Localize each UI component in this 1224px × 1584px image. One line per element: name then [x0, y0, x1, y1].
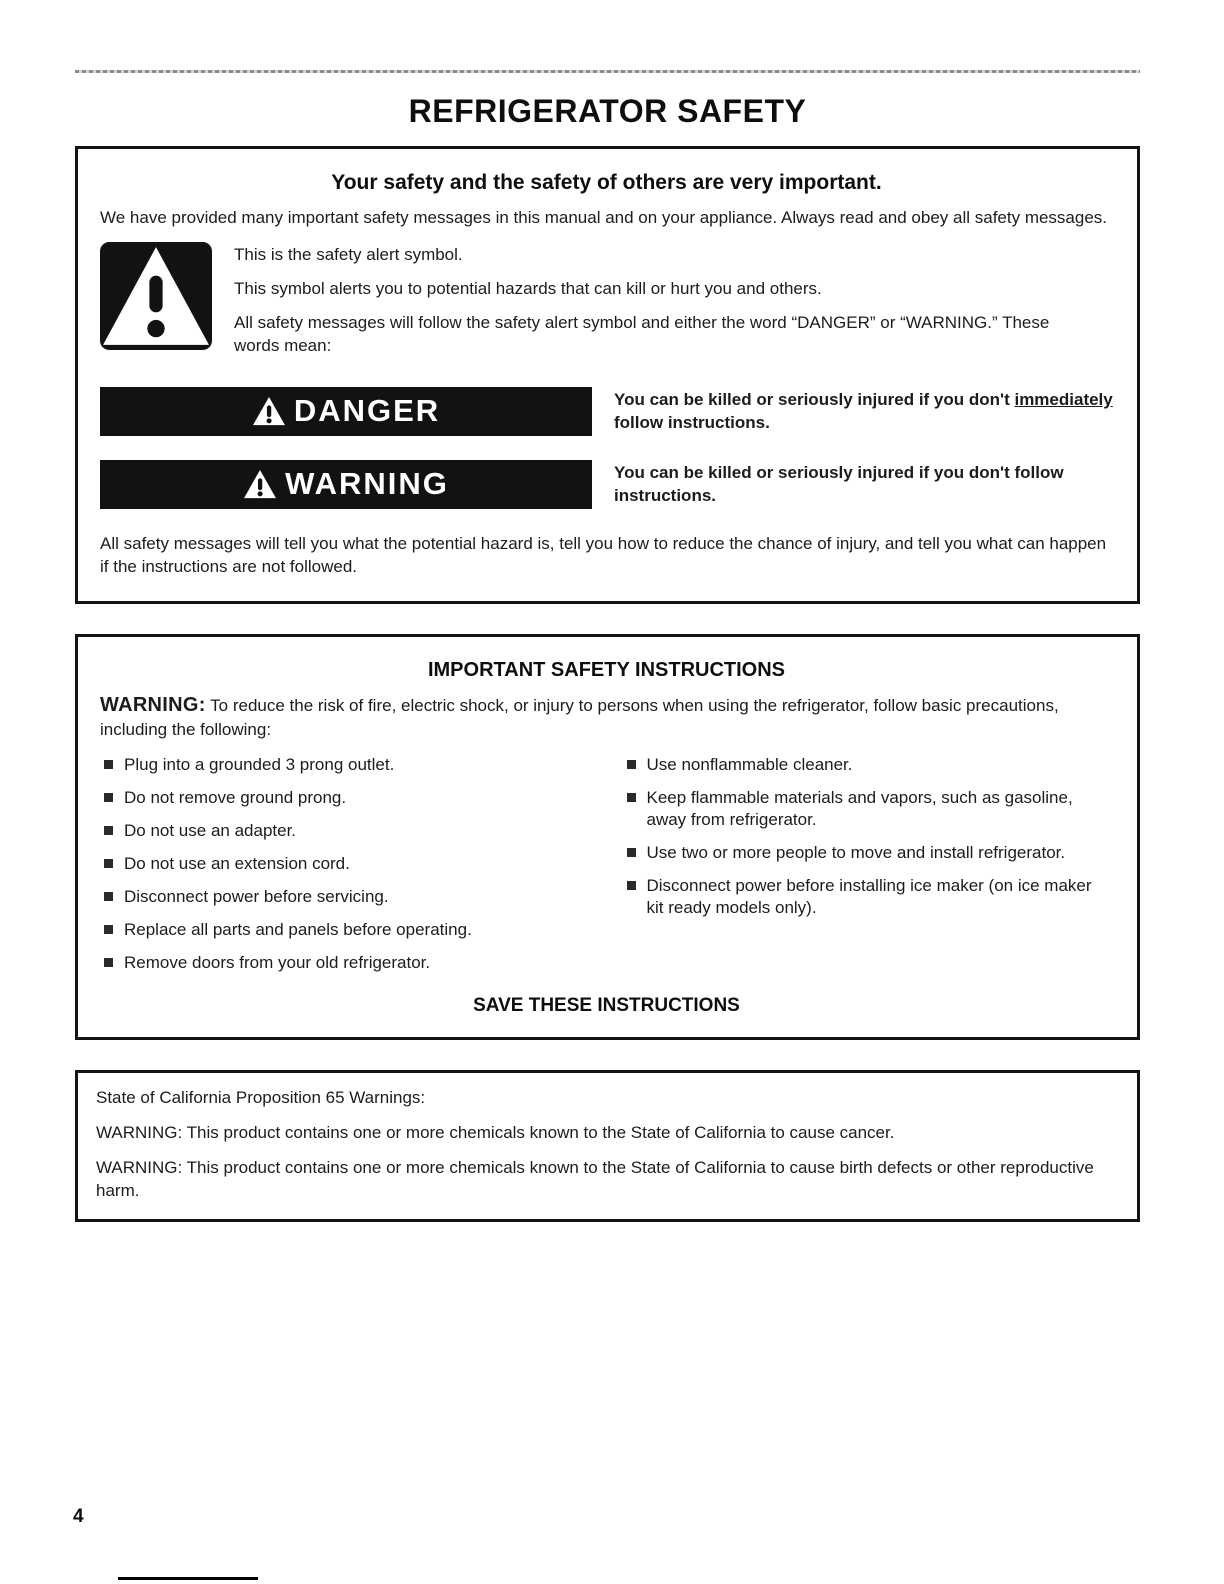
instructions-columns: [104, 754, 1109, 986]
list-item: [104, 787, 587, 809]
instructions-warning-paragraph: [100, 692, 1113, 742]
prop65-reproductive-warning: WARNING: This product contains one or more chemicals known to the State of California to cause birth defects or other reproductive harm.: [96, 1158, 1094, 1200]
list-item: [104, 952, 587, 974]
danger-desc-after: follow instructions.: [614, 412, 770, 432]
list-item: [104, 853, 587, 875]
square-bullet-icon: [104, 958, 113, 967]
safety-alert-icon: [100, 242, 212, 350]
warning-triangle-icon: [243, 469, 277, 499]
list-item: [627, 842, 1110, 864]
warning-label: WARNING: [285, 466, 449, 502]
alert-line-1: This is the safety alert symbol.: [234, 244, 463, 264]
danger-desc-underlined: immediately: [1014, 389, 1113, 409]
alert-line-3: All safety messages will follow the safety alert symbol and either the word “DANGER” or “WARNING.” These words mean:: [234, 312, 1050, 355]
save-instructions-line: SAVE THESE INSTRUCTIONS: [473, 995, 740, 1017]
prop65-warnings-box: [75, 1070, 1140, 1222]
instructions-right-column: [627, 754, 1110, 986]
page-number: 4: [73, 1506, 84, 1527]
safety-overview-box: [75, 146, 1140, 604]
instruction-text: Do not remove ground prong.: [124, 787, 347, 807]
danger-desc-before: You can be killed or seriously injured if you don't: [614, 389, 1015, 409]
safety-box-heading: Your safety and the safety of others are very important.: [331, 171, 882, 194]
instruction-text: Remove doors from your old refrigerator.: [124, 953, 431, 973]
instruction-text: Disconnect power before servicing.: [124, 886, 389, 906]
list-item: [627, 787, 1110, 831]
alert-line-2: This symbol alerts you to potential hazards that can kill or hurt you and others.: [234, 278, 822, 298]
instruction-text: Use nonflammable cleaner.: [646, 754, 853, 774]
prop65-title-line: State of California Proposition 65 Warnings:: [96, 1088, 426, 1108]
list-item: [104, 886, 587, 908]
danger-signal-row: [100, 387, 1113, 436]
page-top-divider: [75, 70, 1140, 73]
instruction-text: Do not use an adapter.: [124, 820, 297, 840]
instruction-text: Plug into a grounded 3 prong outlet.: [124, 754, 395, 774]
danger-label: DANGER: [293, 393, 441, 429]
instruction-text: Keep flammable materials and vapors, such as gasoline, away from refrigerator.: [646, 787, 1073, 829]
page-title: REFRIGERATOR SAFETY: [408, 93, 807, 129]
square-bullet-icon: [104, 892, 113, 901]
square-bullet-icon: [104, 826, 113, 835]
warning-description: You can be killed or seriously injured if you don't follow instructions.: [614, 462, 1064, 505]
square-bullet-icon: [104, 793, 113, 802]
list-item: [104, 754, 587, 776]
list-item: [627, 875, 1110, 919]
square-bullet-icon: [627, 881, 636, 890]
instructions-left-column: [104, 754, 587, 986]
instruction-text: Disconnect power before installing ice maker (on ice maker kit ready models only).: [646, 875, 1092, 917]
square-bullet-icon: [627, 793, 636, 802]
bottom-scan-mark: [118, 1577, 258, 1580]
safety-intro-text: We have provided many important safety messages in this manual and on your appliance. Always read and obey all safety messages.: [100, 208, 1108, 227]
warning-bar: [100, 460, 592, 509]
square-bullet-icon: [627, 760, 636, 769]
list-item: [104, 919, 587, 941]
important-instructions-box: [75, 634, 1140, 1041]
square-bullet-icon: [104, 925, 113, 934]
square-bullet-icon: [104, 760, 113, 769]
danger-description: [614, 387, 1113, 435]
safety-alert-row: [100, 242, 1113, 369]
danger-bar: [100, 387, 592, 436]
danger-triangle-icon: [252, 396, 286, 426]
safety-footer-text: All safety messages will tell you what the potential hazard is, tell you how to reduce the chance of injury, and tell you what can happen if the instructions are not followed.: [100, 533, 1107, 576]
safety-alert-text-block: [234, 242, 1054, 369]
warning-body-text: To reduce the risk of fire, electric shock, or injury to persons when using the refrigerator, follow basic precautions, including the following:: [100, 695, 1059, 739]
prop65-cancer-warning: WARNING: This product contains one or more chemicals known to the State of California to cause cancer.: [96, 1123, 895, 1143]
list-item: [627, 754, 1110, 776]
square-bullet-icon: [104, 859, 113, 868]
square-bullet-icon: [627, 848, 636, 857]
instructions-heading: IMPORTANT SAFETY INSTRUCTIONS: [427, 658, 786, 681]
instruction-text: Replace all parts and panels before operating.: [124, 919, 472, 939]
list-item: [104, 820, 587, 842]
warning-signal-row: [100, 460, 1113, 509]
instruction-text: Do not use an extension cord.: [124, 853, 350, 873]
instruction-text: Use two or more people to move and install refrigerator.: [646, 842, 1066, 862]
warning-label-text: WARNING:: [100, 693, 206, 716]
